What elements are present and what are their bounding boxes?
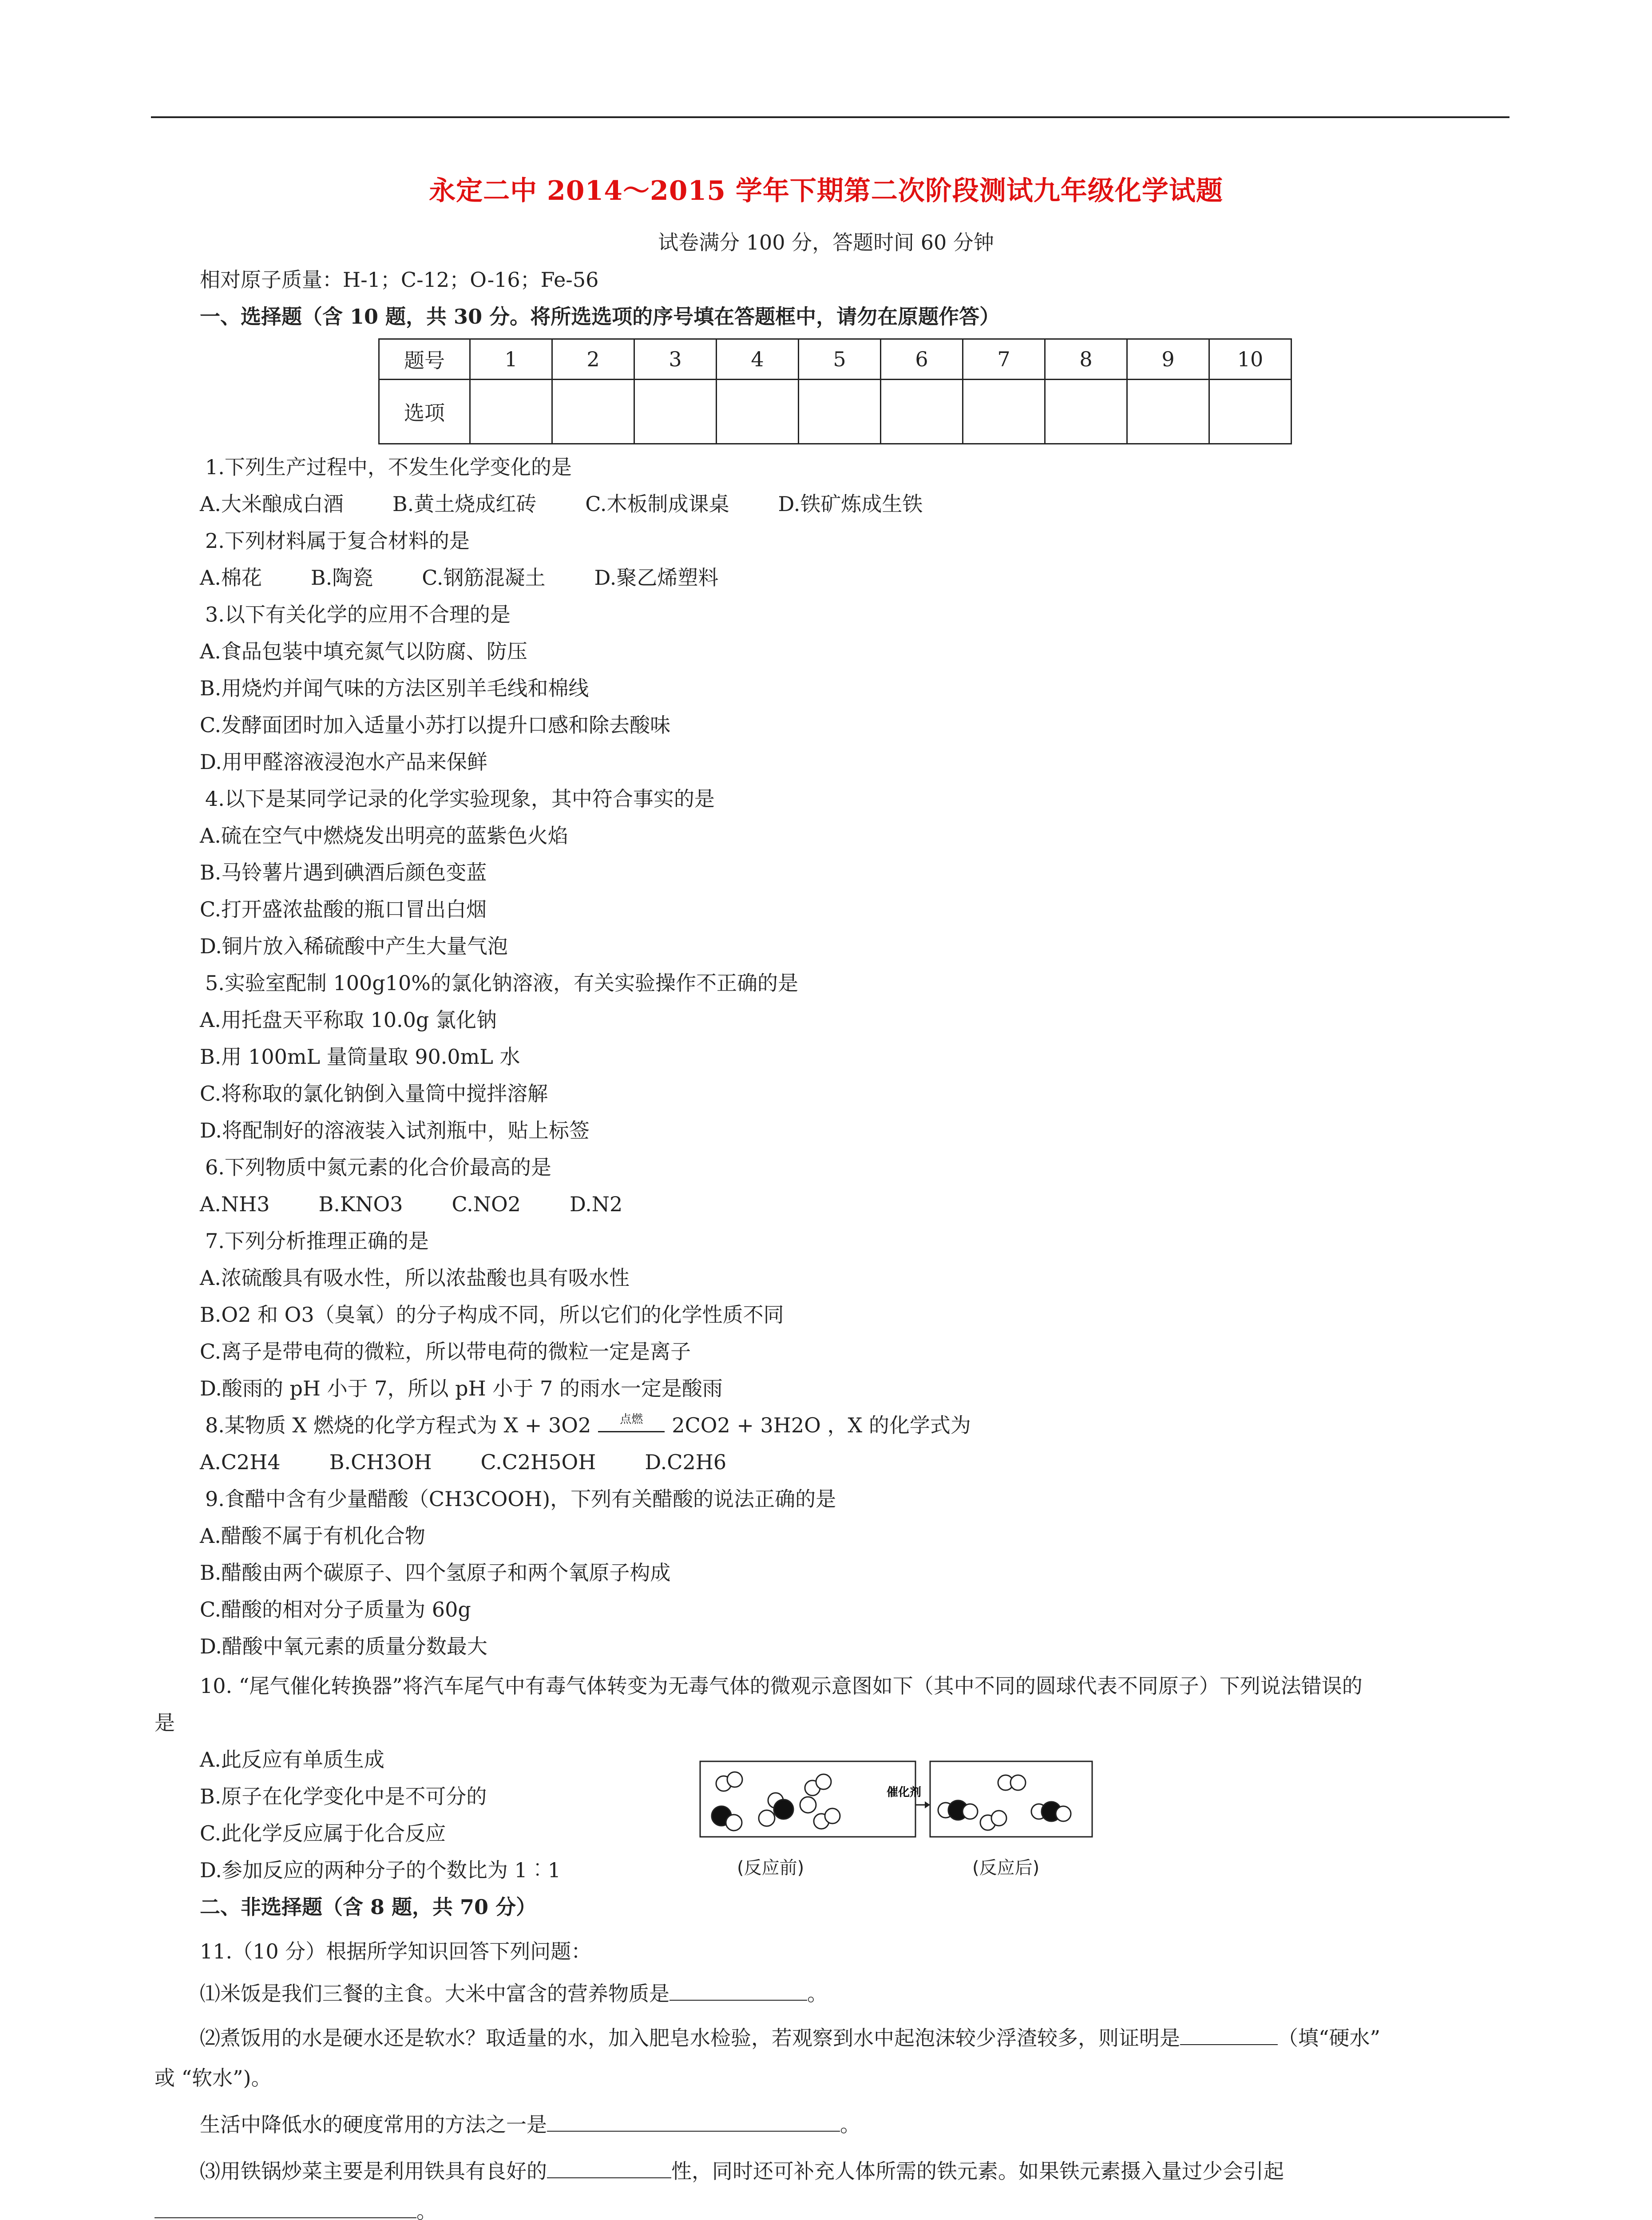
answer-cell[interactable] <box>881 380 963 444</box>
part-text: ⑶用铁锅炒菜主要是利用铁具有良好的 <box>200 2159 547 2183</box>
question-9-stem: 9.食醋中含有少量醋酸（CH3COOH)，下列有关醋酸的说法正确的是 <box>205 1487 836 1511</box>
option: A.NH3 <box>200 1192 270 1216</box>
option: D.聚乙烯塑料 <box>594 566 719 590</box>
option: B.CH3OH <box>329 1450 432 1474</box>
option: A.食品包装中填充氮气以防腐、防压 <box>200 639 527 663</box>
question-11-title: 11.（10 分）根据所学知识回答下列问题： <box>200 1939 592 1963</box>
answer-cell[interactable] <box>1127 380 1209 444</box>
part-text: ⑵煮饭用的水是硬水还是软水？取适量的水，加入肥皂水检验，若观察到水中起泡沫较少浮渣较多，则证明是 <box>200 2026 1180 2050</box>
question-2-options <box>200 564 767 591</box>
question-8-options <box>200 1449 775 1475</box>
option: D.C2H6 <box>645 1450 727 1474</box>
option: C.将称取的氯化钠倒入量筒中搅拌溶解 <box>200 1082 548 1106</box>
answer-table-choice-row <box>379 380 1291 444</box>
part-text: 性，同时还可补充人体所需的铁元素。如果铁元素摄入量过少会引起 <box>671 2159 1284 2183</box>
reaction-arrow <box>598 1413 665 1432</box>
question-1-options <box>200 491 971 517</box>
option: D.铜片放入稀硫酸中产生大量气泡 <box>200 934 508 958</box>
part-text: 。 <box>840 2113 860 2137</box>
answer-cell[interactable] <box>963 380 1045 444</box>
question-number-cell: 4 <box>717 339 799 380</box>
option: C.钢筋混凝土 <box>422 566 546 590</box>
question-11-part-3-cont <box>155 2198 437 2220</box>
question-11-part-2 <box>200 2025 1380 2051</box>
part-text: 。 <box>416 2199 437 2220</box>
option: C.NO2 <box>452 1192 521 1216</box>
option: A.用托盘天平称取 10.0g 氯化钠 <box>200 1008 497 1032</box>
answer-cell[interactable] <box>470 380 552 444</box>
question-5-stem: 5.实验室配制 100g10%的氯化钠溶液，有关实验操作不正确的是 <box>205 971 798 995</box>
option: B.黄土烧成红砖 <box>392 492 537 516</box>
equation-left: 8.某物质 X 燃烧的化学方程式为 X + 3O2 <box>205 1413 591 1437</box>
reaction-condition: 点燃 <box>620 1413 643 1426</box>
before-molecules <box>712 1772 840 1831</box>
option: B.原子在化学变化中是不可分的 <box>200 1784 487 1808</box>
answer-cell[interactable] <box>799 380 881 444</box>
option: A.浓硫酸具有吸水性，所以浓盐酸也具有吸水性 <box>200 1266 630 1290</box>
before-caption: (反应前) <box>737 1858 804 1878</box>
question-3-stem: 3.以下有关化学的应用不合理的是 <box>205 603 511 626</box>
option: C.木板制成课桌 <box>585 492 729 516</box>
part-text: 。 <box>807 1982 828 2006</box>
question-10-stem: 10. “尾气催化转换器”将汽车尾气中有毒气体转变为无毒气体的微观示意图如下（其中不同的圆球代表不同原子）下列说法错误的 <box>200 1674 1363 1698</box>
question-10-stem-cont: 是 <box>155 1711 175 1735</box>
option: A.硫在空气中燃烧发出明亮的蓝紫色火焰 <box>200 824 568 848</box>
option: D.N2 <box>569 1192 623 1216</box>
option: C.C2H5OH <box>480 1450 596 1474</box>
option: A.棉花 <box>200 566 262 590</box>
part-text: ⑴米饭是我们三餐的主食。大米中富含的营养物质是 <box>200 1982 670 2006</box>
answer-blank[interactable] <box>155 2198 416 2218</box>
after-molecules <box>938 1775 1071 1830</box>
option: B.用烧灼并闻气味的方法区别羊毛线和棉线 <box>200 676 589 700</box>
answer-cell[interactable] <box>552 380 634 444</box>
answer-cell[interactable] <box>717 380 799 444</box>
question-number-cell: 10 <box>1209 339 1291 380</box>
option: D.铁矿炼成生铁 <box>778 492 923 516</box>
section2-heading: 二、非选择题（含 8 题，共 70 分） <box>200 1895 537 1919</box>
option: C.离子是带电荷的微粒，所以带电荷的微粒一定是离子 <box>200 1340 691 1364</box>
answer-cell[interactable] <box>634 380 717 444</box>
row-label-number: 题号 <box>379 339 470 380</box>
question-number-cell: 7 <box>963 339 1045 380</box>
option: B.O2 和 O3（臭氧）的分子构成不同，所以它们的化学性质不同 <box>200 1303 784 1327</box>
question-11-part-2b <box>200 2111 860 2138</box>
option: C.打开盛浓盐酸的瓶口冒出白烟 <box>200 897 487 921</box>
question-11-part-2-cont: 或 “软水”)。 <box>155 2066 272 2090</box>
option: C.醋酸的相对分子质量为 60g <box>200 1598 471 1621</box>
answer-cell[interactable] <box>1209 380 1291 444</box>
question-6-options <box>200 1191 671 1217</box>
equation-right: 2CO2 + 3H2O ，X 的化学式为 <box>672 1413 971 1437</box>
answer-blank[interactable] <box>1180 2025 1278 2045</box>
row-label-choice: 选项 <box>379 380 470 444</box>
option: A.大米酿成白酒 <box>200 492 344 516</box>
option: B.陶瓷 <box>310 566 373 590</box>
question-7-stem: 7.下列分析推理正确的是 <box>205 1229 429 1253</box>
option: A.醋酸不属于有机化合物 <box>200 1524 425 1548</box>
part-text: 生活中降低水的硬度常用的方法之一是 <box>200 2113 547 2137</box>
part-text: （填“硬水” <box>1278 2026 1381 2050</box>
question-number-cell: 9 <box>1127 339 1209 380</box>
answer-blank[interactable] <box>547 2158 671 2178</box>
answer-table-number-row <box>379 339 1291 380</box>
option: B.醋酸由两个碳原子、四个氢原子和两个氧原子构成 <box>200 1561 671 1585</box>
answer-blank[interactable] <box>547 2111 840 2132</box>
arrow-head <box>925 1801 930 1808</box>
exam-title: 永定二中 2014～2015 学年下期第二次阶段测试九年级化学试题 <box>429 175 1223 206</box>
answer-cell[interactable] <box>1045 380 1127 444</box>
section1-heading: 一、选择题（含 10 题，共 30 分。将所选选项的序号填在答题框中，请勿在原题作答） <box>200 305 1000 329</box>
option: C.此化学反应属于化合反应 <box>200 1821 446 1845</box>
option: D.将配制好的溶液装入试剂瓶中，贴上标签 <box>200 1118 590 1142</box>
option: D.参加反应的两种分子的个数比为 1︰1 <box>200 1858 561 1882</box>
question-8-stem <box>205 1412 971 1439</box>
top-rule <box>151 116 1509 118</box>
question-11-part-3 <box>200 2158 1284 2184</box>
option: D.醋酸中氧元素的质量分数最大 <box>200 1634 487 1658</box>
answer-table <box>378 338 1292 444</box>
question-number-cell: 2 <box>552 339 634 380</box>
question-6-stem: 6.下列物质中氮元素的化合价最高的是 <box>205 1155 551 1179</box>
question-2-stem: 2.下列材料属于复合材料的是 <box>205 529 470 553</box>
option: B.用 100mL 量筒量取 90.0mL 水 <box>200 1045 520 1069</box>
question-number-cell: 5 <box>799 339 881 380</box>
option: C.发酵面团时加入适量小苏打以提升口感和除去酸味 <box>200 713 671 737</box>
atomic-masses: 相对原子质量：H-1；C-12；O-16；Fe-56 <box>200 268 599 292</box>
option: B.马铃薯片遇到碘酒后颜色变蓝 <box>200 860 487 884</box>
catalyst-label: 催化剂 <box>887 1786 922 1799</box>
question-11-part-1 <box>200 1980 828 2007</box>
question-number-cell: 3 <box>634 339 717 380</box>
question-4-stem: 4.以下是某同学记录的化学实验现象，其中符合事实的是 <box>205 787 715 811</box>
question-number-cell: 6 <box>881 339 963 380</box>
question-1-stem: 1.下列生产过程中，不发生化学变化的是 <box>205 455 572 479</box>
answer-blank[interactable] <box>670 1980 807 2001</box>
question-number-cell: 1 <box>470 339 552 380</box>
option: D.用甲醛溶液浸泡水产品来保鲜 <box>200 750 487 774</box>
question-number-cell: 8 <box>1045 339 1127 380</box>
after-caption: (反应后) <box>972 1858 1040 1878</box>
option: A.此反应有单质生成 <box>200 1748 384 1772</box>
option: B.KNO3 <box>318 1192 403 1216</box>
option: A.C2H4 <box>200 1450 281 1474</box>
option: D.酸雨的 pH 小于 7，所以 pH 小于 7 的雨水一定是酸雨 <box>200 1376 723 1400</box>
exam-subtitle: 试卷满分 100 分，答题时间 60 分钟 <box>658 230 994 254</box>
after-box <box>930 1761 1092 1837</box>
